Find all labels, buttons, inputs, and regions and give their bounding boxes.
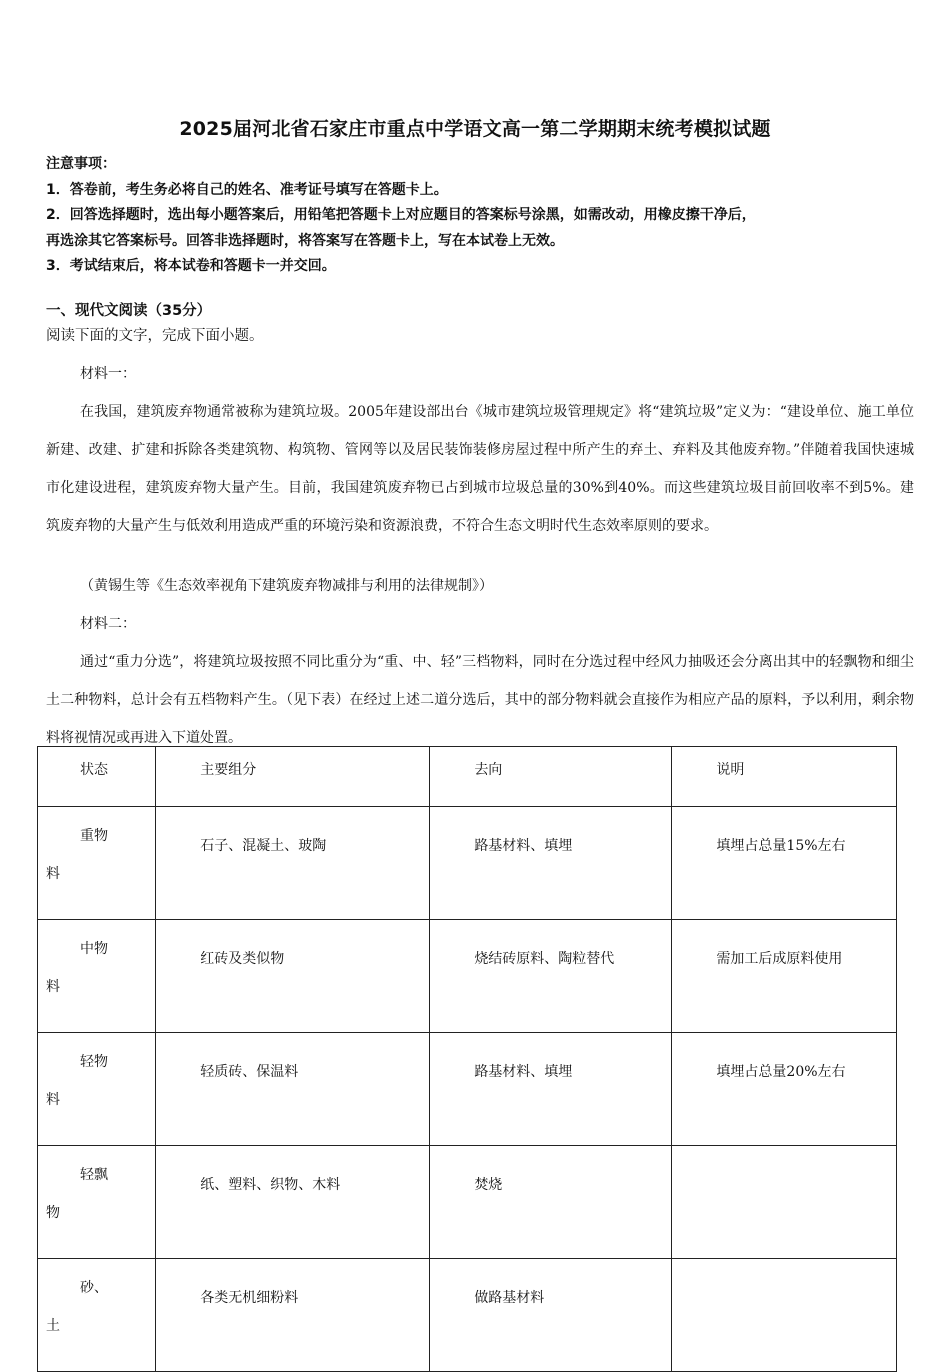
material-one xyxy=(46,355,914,545)
cell-destination: 做路基材料 xyxy=(430,1259,672,1372)
section-heading: 一、现代文阅读（35分） xyxy=(46,303,212,319)
notes-line: 再选涂其它答案标号。回答非选择题时，将答案写在答题卡上，写在本试卷上无效。 xyxy=(46,232,564,249)
header-component: 主要组分 xyxy=(156,747,430,807)
cell-state: 重物 料 xyxy=(38,807,156,920)
table-row xyxy=(38,1146,897,1259)
cell-destination: 路基材料、填埋 xyxy=(430,1033,672,1146)
cell-destination: 焚烧 xyxy=(430,1146,672,1259)
table-header-row xyxy=(38,747,897,807)
section-instruction: 阅读下面的文字，完成下面小题。 xyxy=(46,328,264,344)
header-note: 说明 xyxy=(672,747,897,807)
notes-line: 1．答卷前，考生务必将自己的姓名、准考证号填写在答题卡上。 xyxy=(46,181,448,198)
notes-heading: 注意事项： xyxy=(46,156,116,172)
cell-destination: 烧结砖原料、陶粒替代 xyxy=(430,920,672,1033)
cell-state: 轻飘 物 xyxy=(38,1146,156,1259)
table-row xyxy=(38,920,897,1033)
material-one-paragraph: 在我国，建筑废弃物通常被称为建筑垃圾。2005年建设部出台《城市建筑垃圾管理规定》将“建筑垃圾”定义为：“建设单位、施工单位新建、改建、扩建和拆除各类建筑物、构筑物、管网等以及居民装饰装修房屋过程中所产生的弃土、弃料及其他废弃物。”伴随着我国快速城市化建设进程，建筑废弃物大量产生。目前，我国建筑废弃物已占到城市垃圾总量的30%到40%。而这些建筑垃圾目前回收率不到5%。建筑废弃物的大量产生与低效利用造成严重的环境污染和资源浪费，不符合生态文明时代生态效率原则的要求。 xyxy=(46,404,914,534)
table-row xyxy=(38,1033,897,1146)
cell-note xyxy=(672,1146,897,1259)
cell-note: 填埋占总量15%左右 xyxy=(672,807,897,920)
cell-state: 砂、 土 xyxy=(38,1259,156,1372)
materials-table xyxy=(37,746,897,1372)
header-state: 状态 xyxy=(38,747,156,807)
notes-line: 2．回答选择题时，选出每小题答案后，用铅笔把答题卡上对应题目的答案标号涂黑，如需改动，用橡皮擦干净后， xyxy=(46,207,756,223)
table-row xyxy=(38,1259,897,1372)
material-two xyxy=(46,567,914,757)
page-title: 2025届河北省石家庄市重点中学语文高一第二学期期末统考模拟试题 xyxy=(179,118,771,140)
table-row xyxy=(38,807,897,920)
notes-line: 3．考试结束后，将本试卷和答题卡一并交回。 xyxy=(46,258,336,274)
cell-note xyxy=(672,1259,897,1372)
material-two-label: 材料二： xyxy=(80,616,136,632)
notes-block xyxy=(46,152,916,280)
cell-note: 需加工后成原料使用 xyxy=(672,920,897,1033)
cell-component: 红砖及类似物 xyxy=(156,920,430,1033)
cell-destination: 路基材料、填埋 xyxy=(430,807,672,920)
cell-state: 轻物 料 xyxy=(38,1033,156,1146)
cell-note: 填埋占总量20%左右 xyxy=(672,1033,897,1146)
cell-component: 轻质砖、保温料 xyxy=(156,1033,430,1146)
cell-component: 纸、塑料、织物、木料 xyxy=(156,1146,430,1259)
cell-component: 各类无机细粉料 xyxy=(156,1259,430,1372)
material-two-paragraph: 通过“重力分选”，将建筑垃圾按照不同比重分为“重、中、轻”三档物料，同时在分选过程中经风力抽吸还会分离出其中的轻飘物和细尘土二种物料，总计会有五档物料产生。（见下表）在经过上述二道分选后，其中的部分物料就会直接作为相应产品的原料，予以利用，剩余物料将视情况或再进入下道处置。 xyxy=(46,654,914,746)
cell-component: 石子、混凝土、玻陶 xyxy=(156,807,430,920)
cell-state: 中物 料 xyxy=(38,920,156,1033)
header-destination: 去向 xyxy=(430,747,672,807)
material-one-label: 材料一： xyxy=(80,366,136,382)
material-one-source: （黄锡生等《生态效率视角下建筑废弃物减排与利用的法律规制》） xyxy=(80,578,493,594)
